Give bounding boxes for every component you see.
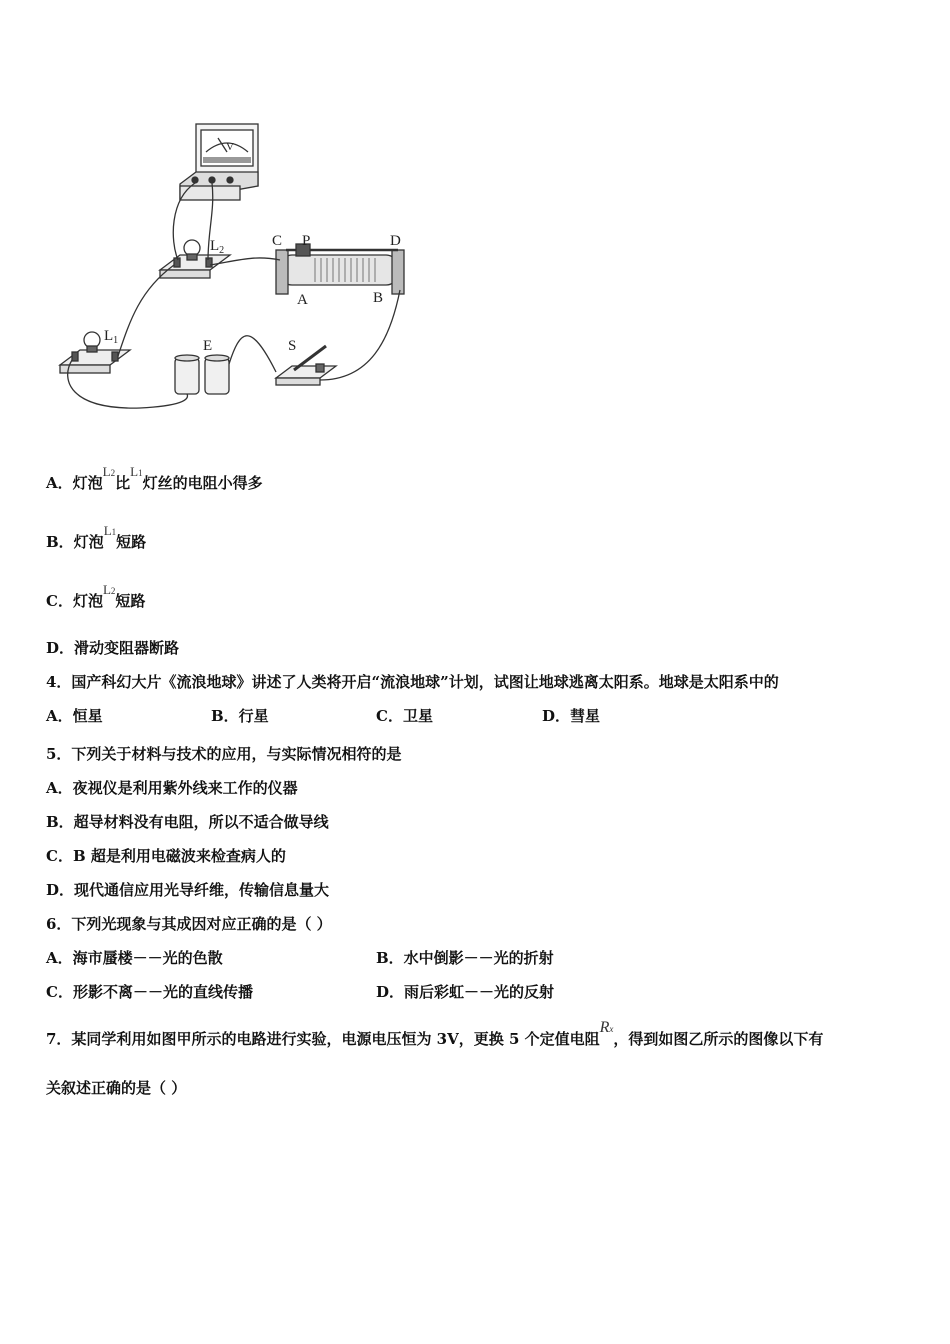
q6-option-b: B．水中倒影－－光的折射 bbox=[376, 949, 554, 967]
q3-option-a: A．灯泡L2比L1灯丝的电阻小得多 bbox=[46, 464, 263, 492]
label-d: D bbox=[390, 233, 401, 249]
q3-option-c: C．灯泡L2短路 bbox=[46, 582, 146, 610]
label-a: A bbox=[297, 292, 308, 308]
label-p: P bbox=[302, 233, 311, 249]
label-l2: $L_2$ bbox=[210, 238, 225, 256]
q3-option-b: B．灯泡L1短路 bbox=[46, 523, 147, 551]
q6-option-c: C．形影不离－－光的直线传播 bbox=[46, 983, 253, 1001]
q4-option-a: A．恒星 bbox=[46, 707, 103, 725]
q6-option-d: D．雨后彩虹－－光的反射 bbox=[376, 983, 555, 1001]
q4-stem: 4．国产科幻大片《流浪地球》讲述了人类将开启“流浪地球”计划，试图让地球逃离太阳系。地球是太阳系中的 bbox=[46, 673, 779, 691]
q6-option-a: A．海市蜃楼－－光的色散 bbox=[46, 949, 223, 967]
label-b: B bbox=[373, 290, 384, 306]
label-e: E bbox=[203, 338, 213, 354]
meter-label: V bbox=[226, 141, 234, 153]
voltmeter bbox=[180, 124, 258, 200]
circuit-figure bbox=[40, 110, 430, 410]
rheostat bbox=[276, 244, 404, 294]
q4-option-b: B．行星 bbox=[211, 707, 269, 725]
q4-option-c: C．卫星 bbox=[376, 707, 433, 725]
label-c: C bbox=[272, 233, 283, 249]
q4-option-d: D．彗星 bbox=[542, 707, 601, 725]
q5-option-a: A．夜视仪是利用紫外线来工作的仪器 bbox=[46, 779, 298, 797]
q5-stem: 5．下列关于材料与技术的应用，与实际情况相符的是 bbox=[46, 745, 402, 763]
q7-stem: 7．某同学利用如图甲所示的电路进行实验，电源电压恒为 3V，更换 5 个定值电阻Rx，得到如图乙所示的图像以下有 bbox=[46, 1019, 824, 1048]
q5-option-d: D．现代通信应用光导纤维，传输信息量大 bbox=[46, 881, 330, 899]
q5-option-b: B．超导材料没有电阻，所以不适合做导线 bbox=[46, 813, 329, 831]
label-l1: $L_1$ bbox=[104, 328, 119, 346]
q7-stem-line2: 关叙述正确的是（ ） bbox=[46, 1079, 187, 1097]
q5-option-c: C．B 超是利用电磁波来检查病人的 bbox=[46, 847, 286, 865]
q6-stem: 6．下列光现象与其成因对应正确的是（ ） bbox=[46, 915, 332, 933]
q3-option-d: D．滑动变阻器断路 bbox=[46, 639, 180, 657]
label-s: S bbox=[288, 338, 297, 354]
battery bbox=[175, 355, 229, 394]
